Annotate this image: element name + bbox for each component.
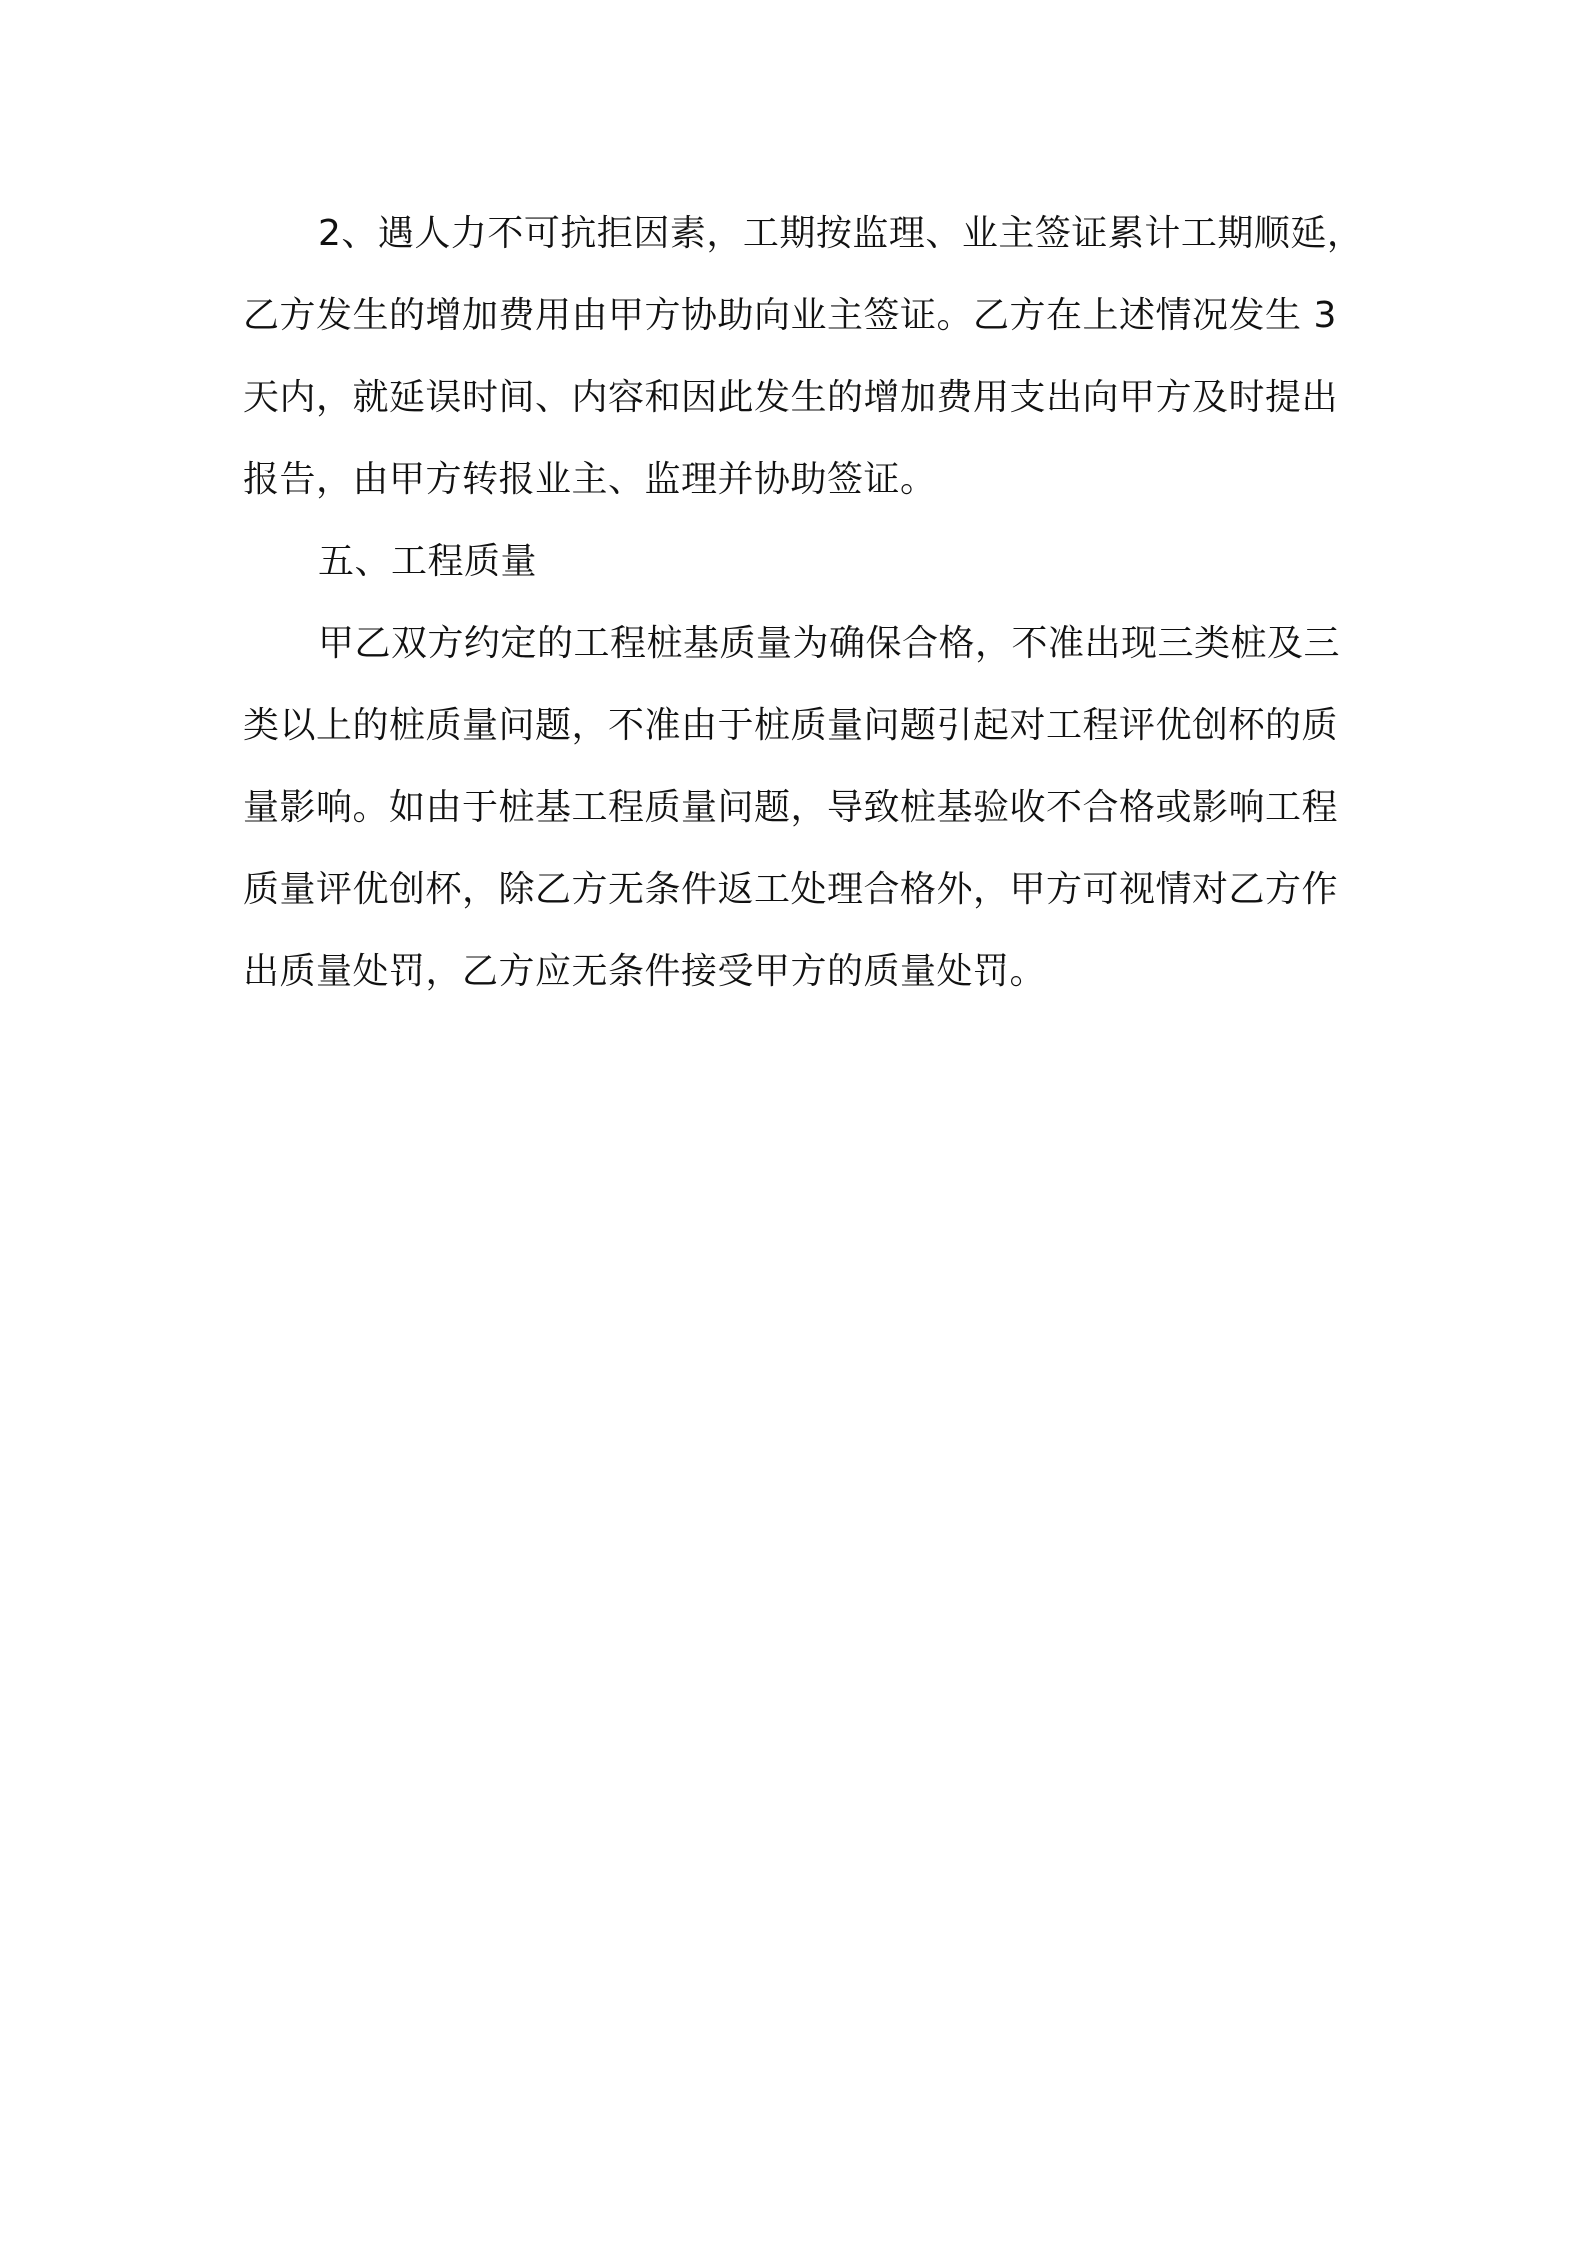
paragraph-2-line-1: 甲乙双方约定的工程桩基质量为确保合格，不准出现三类桩及三: [318, 623, 1341, 664]
paragraph-1-line-1: 2、遇人力不可抗拒因素，工期按监理、业主签证累计工期顺延，: [318, 213, 1364, 254]
paragraph-1-line-3: 天内，就延误时间、内容和因此发生的增加费用支出向甲方及时提出: [243, 377, 1339, 418]
paragraph-2-line-5: 出质量处罚，乙方应无条件接受甲方的质量处罚。: [243, 951, 1047, 992]
paragraph-1-line-4: 报告，由甲方转报业主、监理并协助签证。: [243, 459, 937, 500]
paragraph-1-line-2: 乙方发生的增加费用由甲方协助向业主签证。乙方在上述情况发生 3: [243, 295, 1337, 336]
paragraph-2-line-2: 类以上的桩质量问题，不准由于桩质量问题引起对工程评优创杯的质: [243, 705, 1339, 746]
paragraph-2-line-4: 质量评优创杯，除乙方无条件返工处理合格外，甲方可视情对乙方作: [243, 869, 1339, 910]
section-heading: 五、工程质量: [318, 541, 538, 582]
paragraph-2-line-3: 量影响。如由于桩基工程质量问题，导致桩基验收不合格或影响工程: [243, 787, 1339, 828]
